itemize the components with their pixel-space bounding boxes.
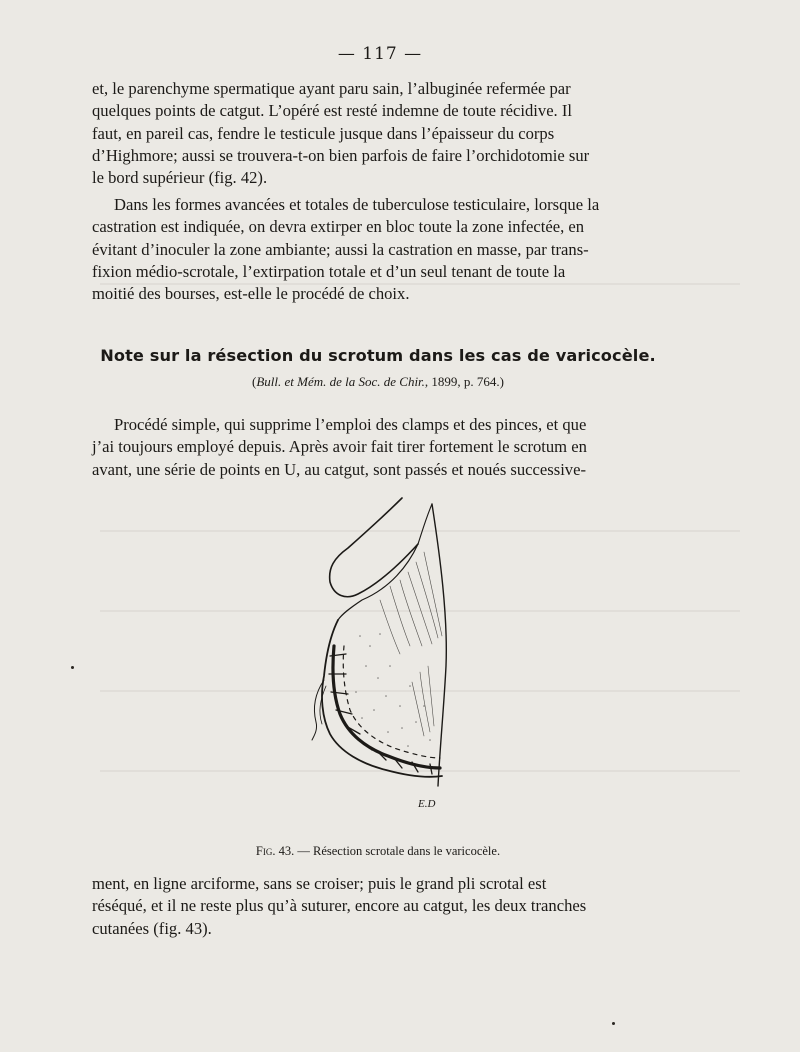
text-line: fixion médio-scrotale, l’extirpation totale et d’un seul tenant de toute la bbox=[92, 261, 566, 281]
citation-details: , 1899, p. 764.) bbox=[424, 374, 505, 389]
citation-open: ( bbox=[251, 374, 257, 389]
caption-text: — Résection scrotale dans le varicocèle. bbox=[294, 844, 501, 858]
text-line: Procédé simple, qui supprime l’emploi des clamps et des pinces, et que bbox=[114, 415, 587, 434]
text-line: castration est indiquée, on devra extirper en bloc toute la zone infectée, en bbox=[92, 217, 585, 237]
paragraph-2 bbox=[92, 194, 664, 305]
section-heading: Note sur la résection du scrotum dans les cas de varicocèle. bbox=[100, 346, 656, 365]
text-line: ment, en ligne arciforme, sans se croiser; puis le grand pli scrotal est bbox=[92, 874, 547, 893]
paper-speck bbox=[612, 1022, 615, 1025]
skin-fold-outline bbox=[330, 498, 418, 597]
text-line: faut, en pareil cas, fendre le testicule jusque dans l’épaisseur du corps bbox=[92, 123, 555, 143]
section-citation bbox=[92, 374, 664, 390]
text-line: réséqué, et il ne reste plus qu’à suturer, encore au catgut, les deux tranches bbox=[92, 896, 587, 916]
page-number: — 117 — bbox=[337, 44, 423, 64]
u-stitches bbox=[329, 654, 432, 774]
paragraph-1 bbox=[92, 78, 664, 189]
illustrator-signature: E.D bbox=[418, 798, 436, 810]
scrotal-resection-illustration bbox=[290, 496, 480, 826]
caption-label: Fig. 43. bbox=[255, 844, 295, 858]
skin-fold-inner bbox=[418, 504, 432, 544]
text-line: j’ai toujours employé depuis. Après avoir fait tirer fortement le scrotum en bbox=[92, 437, 587, 457]
text-line: et, le parenchyme spermatique ayant paru sain, l’albuginée refermée par bbox=[92, 79, 571, 98]
citation-source: Bull. et Mém. de la Soc. de Chir. bbox=[256, 374, 425, 389]
figure-caption bbox=[92, 844, 664, 859]
text-line: cutanées (fig. 43). bbox=[92, 918, 212, 938]
text-line: Dans les formes avancées et totales de tuberculose testiculaire, lorsque la bbox=[114, 195, 600, 214]
suture-line bbox=[333, 646, 440, 768]
paragraph-4 bbox=[92, 873, 664, 940]
text-line: quelques points de catgut. L’opéré est resté indemne de toute récidive. Il bbox=[92, 101, 572, 121]
suture-line-inner bbox=[343, 646, 440, 758]
text-line: moitié des bourses, est-elle le procédé de choix. bbox=[92, 284, 410, 304]
paragraph-3 bbox=[92, 414, 664, 481]
text-line: le bord supérieur (fig. 42). bbox=[92, 168, 268, 188]
text-line: avant, une série de points en U, au catgut, sont passés et noués successive- bbox=[92, 459, 586, 479]
stipple bbox=[355, 633, 431, 747]
shading bbox=[380, 552, 442, 736]
paper-speck bbox=[71, 666, 74, 669]
text-line: d’Highmore; aussi se trouvera-t-on bien parfois de faire l’orchidotomie sur bbox=[92, 145, 590, 165]
text-line: évitant d’inoculer la zone ambiante; aussi la castration en masse, par trans- bbox=[92, 239, 589, 259]
scrotum-stem-right bbox=[432, 504, 446, 786]
